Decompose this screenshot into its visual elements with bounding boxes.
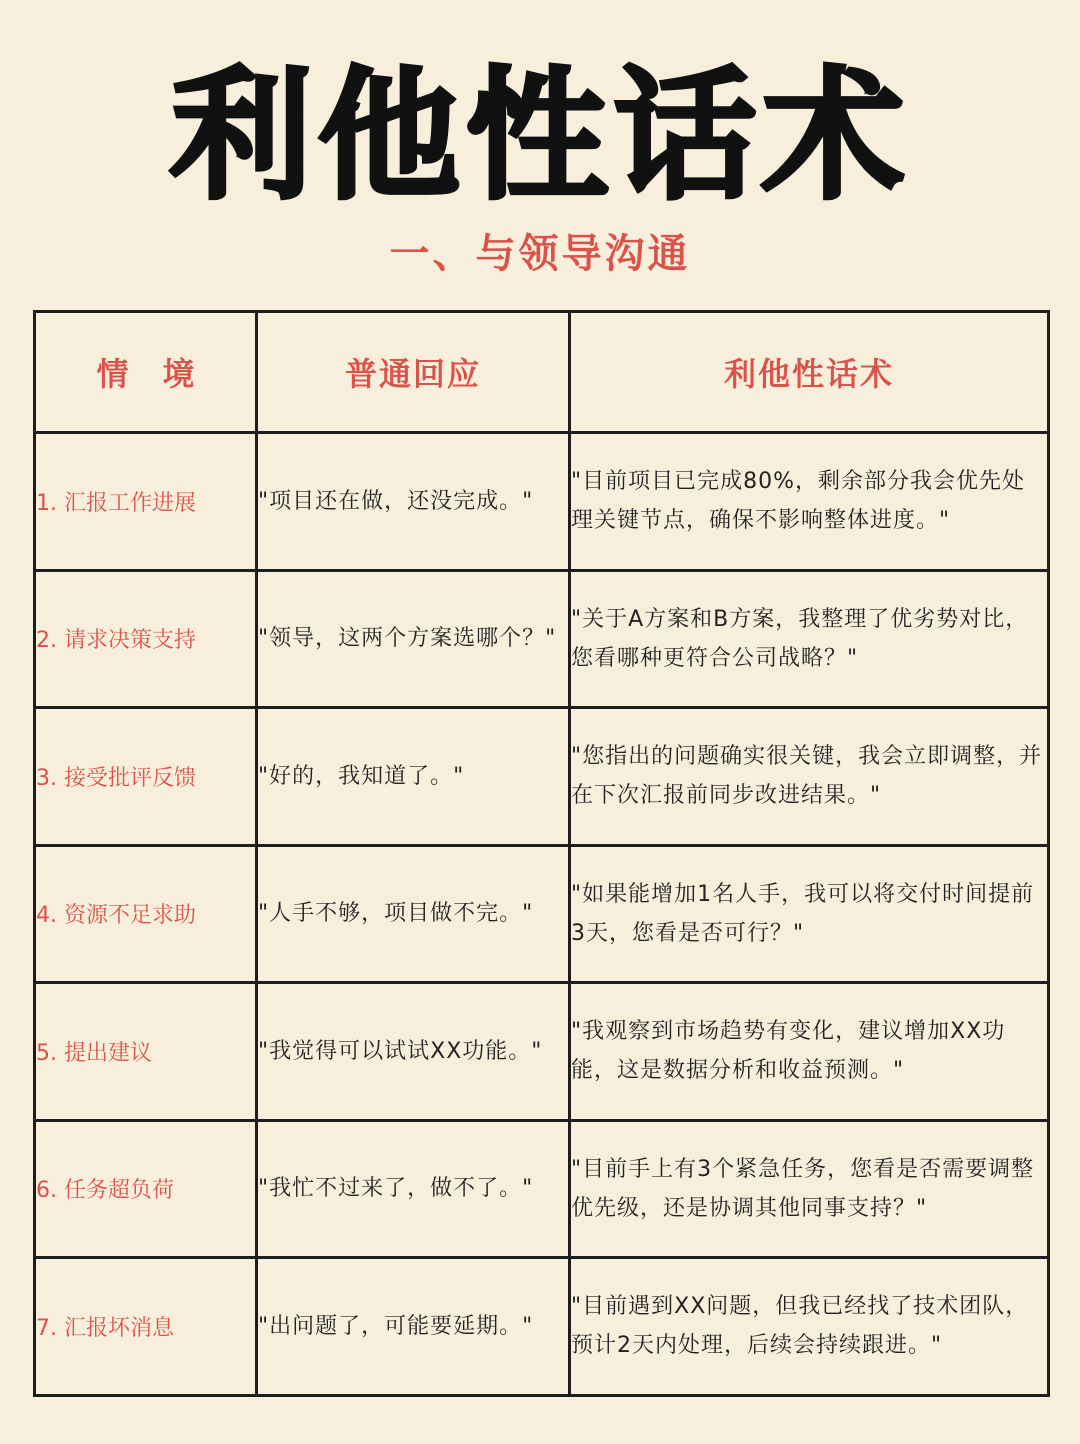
normal-response-cell: "出问题了，可能要延期。" — [257, 1258, 570, 1396]
normal-response-cell: "领导，这两个方案选哪个？" — [257, 570, 570, 708]
altruistic-phrase-cell: "目前项目已完成80%，剩余部分我会优先处理关键节点，确保不影响整体进度。" — [570, 433, 1049, 571]
table-row — [35, 983, 1049, 1121]
header-normal-response: 普通回应 — [257, 312, 570, 433]
table-row — [35, 570, 1049, 708]
comparison-table — [33, 310, 1050, 1397]
situation-cell: 2. 请求决策支持 — [35, 570, 257, 708]
normal-response-cell: "我忙不过来了，做不了。" — [257, 1120, 570, 1258]
altruistic-phrase-cell: "我观察到市场趋势有变化，建议增加XX功能，这是数据分析和收益预测。" — [570, 983, 1049, 1121]
altruistic-phrase-cell: "目前遇到XX问题，但我已经找了技术团队，预计2天内处理，后续会持续跟进。" — [570, 1258, 1049, 1396]
normal-response-cell: "我觉得可以试试XX功能。" — [257, 983, 570, 1121]
table-row — [35, 1120, 1049, 1258]
table-row — [35, 845, 1049, 983]
normal-response-cell: "人手不够，项目做不完。" — [257, 845, 570, 983]
altruistic-phrase-cell: "关于A方案和B方案，我整理了优劣势对比，您看哪种更符合公司战略？" — [570, 570, 1049, 708]
altruistic-phrase-cell: "目前手上有3个紧急任务，您看是否需要调整优先级，还是协调其他同事支持？" — [570, 1120, 1049, 1258]
normal-response-cell: "好的，我知道了。" — [257, 708, 570, 846]
table-row — [35, 433, 1049, 571]
situation-cell: 7. 汇报坏消息 — [35, 1258, 257, 1396]
header-situation — [35, 312, 257, 433]
altruistic-phrase-cell: "您指出的问题确实很关键，我会立即调整，并在下次汇报前同步改进结果。" — [570, 708, 1049, 846]
normal-response-cell: "项目还在做，还没完成。" — [257, 433, 570, 571]
section-subtitle: 一、与领导沟通 — [389, 231, 691, 277]
header-altruistic-phrase: 利他性话术 — [570, 312, 1049, 433]
situation-cell: 3. 接受批评反馈 — [35, 708, 257, 846]
situation-cell: 1. 汇报工作进展 — [35, 433, 257, 571]
situation-cell: 4. 资源不足求助 — [35, 845, 257, 983]
altruistic-phrase-cell: "如果能增加1名人手，我可以将交付时间提前3天，您看是否可行？" — [570, 845, 1049, 983]
situation-cell: 6. 任务超负荷 — [35, 1120, 257, 1258]
page-title: 利他性话术 — [170, 54, 910, 219]
table-row — [35, 1258, 1049, 1396]
header-situation-char-1: 情 — [96, 355, 129, 393]
table-row — [35, 708, 1049, 846]
situation-cell: 5. 提出建议 — [35, 983, 257, 1121]
table-header-row — [35, 312, 1049, 433]
header-situation-char-2: 境 — [162, 355, 195, 393]
